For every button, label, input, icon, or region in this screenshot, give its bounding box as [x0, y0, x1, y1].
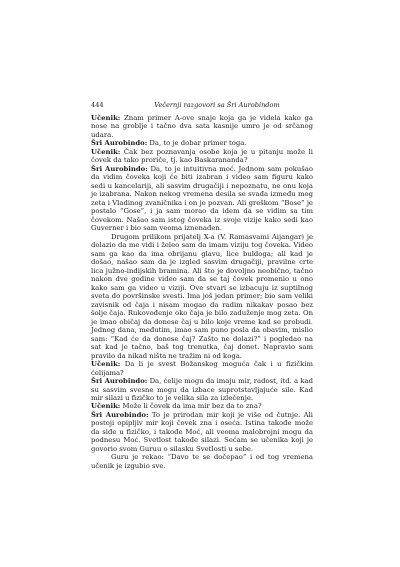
paragraph-text: Da, to je intuitivna moć. Jednom sam pokušao da vidim čoveka koji će biti izabran i video sam figuru kako sedi u kancelariji, ali sasvim drugačiji i nepoznatu, ne onu koja je izabrana. Nakon nekog vremena desila se svađa između mog zeta i Vladinog zvaničnika i on je pozvan. Ali greškom “Bose” je postalo “Gose”, i ja sam morao da idem da se vidim sa tim čovekom. Našao sam istog čoveka iz svoje vizije kako sedi kao Guverner i bio sam veoma iznenađen. — [91, 164, 313, 233]
paragraph-text: Da, ćelije mogu da imaju mir, radost, itd. a kad su sasvim svesne mogu da izbace suprotstavljajuće sile. Kad mir silazi u fizičko to je velika sila za izlečenje. — [91, 377, 313, 402]
page-body — [91, 114, 313, 470]
paragraph — [91, 233, 313, 360]
speaker-label: Šri Aurobindo: — [91, 164, 148, 173]
paragraph-text: Da li je svest Božanskog moguća čak i u fizičkim ćelijama? — [91, 360, 313, 377]
paragraph — [91, 453, 313, 470]
speaker-label: Učenik: — [91, 402, 121, 411]
paragraph-text: To je prirodan mir koji je više od čutnje. Ali postoji opipljiv mir koji čovek zna i oseća. Istina takođe može da siđe u fizičko, i takođe Moć, ali veoma malobrojni mogu da podnesu Moć. Svetlost takođe silazi. Sećam se učenika koji je govorio svom Guruu o silasku Svetlosti u sebe. — [91, 410, 313, 453]
paragraph-text: Drugom prilikom prijatelj X-a (V. Ramasvami Aijangar) je dolazio da me vidi i želeo sam da imam viziju tog čoveka. Video sam ga kao da ima obrijanu glavu, lice buldoga; ali kad je došao, našao sam da je izgled sasvim drugačiji, pravilne crte lica južno-indijskih bramina. Ali što je dovoljno neobično, tačno nakon dve godine video sam da se taj čovek promenio u ono kako sam ga video u viziji. Ove stvari se izbacuju iz suptilnog sveta do površinske svesti. Ima još jedan primer; bio sam veliki zavisnik od čaja i nisam mogao da radim nikakav posao bez šolje čaja. Rukovođenje oko čaja je bilo zaduženje mog zeta. On je imao običaj da donese čaj u bilo koje vreme kad se probudi. Jednog dana, međutim, imao sam puno posla da obavim, mislio sam: “Kad će da donese čaj? Zašto ne dolazi?” i pogledao na sat kad je tačno, baš tog trenutka, čaj donet. Napravio sam pravilo da nikad ništa ne tražim ni od koga. — [91, 232, 313, 360]
paragraph — [91, 114, 313, 139]
paragraph — [91, 402, 313, 410]
paragraph — [91, 360, 313, 377]
speaker-label: Šri Aurobindo: — [91, 139, 148, 148]
speaker-label: Učenik: — [91, 360, 121, 369]
paragraph-text: Da, to je dobar primer toga. — [147, 139, 247, 148]
running-title: Večernji razgovori sa Šri Aurobindom — [154, 101, 280, 109]
paragraph-text: Čak bez poznavanja osobe koja je u pitanju može li čovek da tako proriče, tj. kao Baskarananda? — [91, 147, 313, 165]
speaker-label: Šri Aurobindo: — [91, 377, 148, 386]
paragraph-text: Može li čovek da ima mir bez da to zna? — [120, 402, 262, 411]
speaker-label: Učenik: — [91, 114, 121, 122]
paragraph — [91, 148, 313, 165]
page-header — [91, 101, 313, 109]
page-number: 444 — [91, 101, 104, 109]
paragraph — [91, 411, 313, 453]
paragraph — [91, 377, 313, 402]
speaker-label: Šri Aurobindo: — [91, 410, 149, 419]
paragraph — [91, 165, 313, 233]
speaker-label: Učenik: — [91, 147, 121, 156]
paragraph-text: Znam primer A-ove snaje koja ga je videla kako ga nose na groblje i tačno dva sata kasnije umro je od srčanog udara. — [91, 114, 313, 139]
paragraph-text: Guru je rekao: “Davo te se dočepao” i od tog vremena učenik je izgubio sve. — [91, 453, 313, 470]
paragraph — [91, 139, 313, 147]
